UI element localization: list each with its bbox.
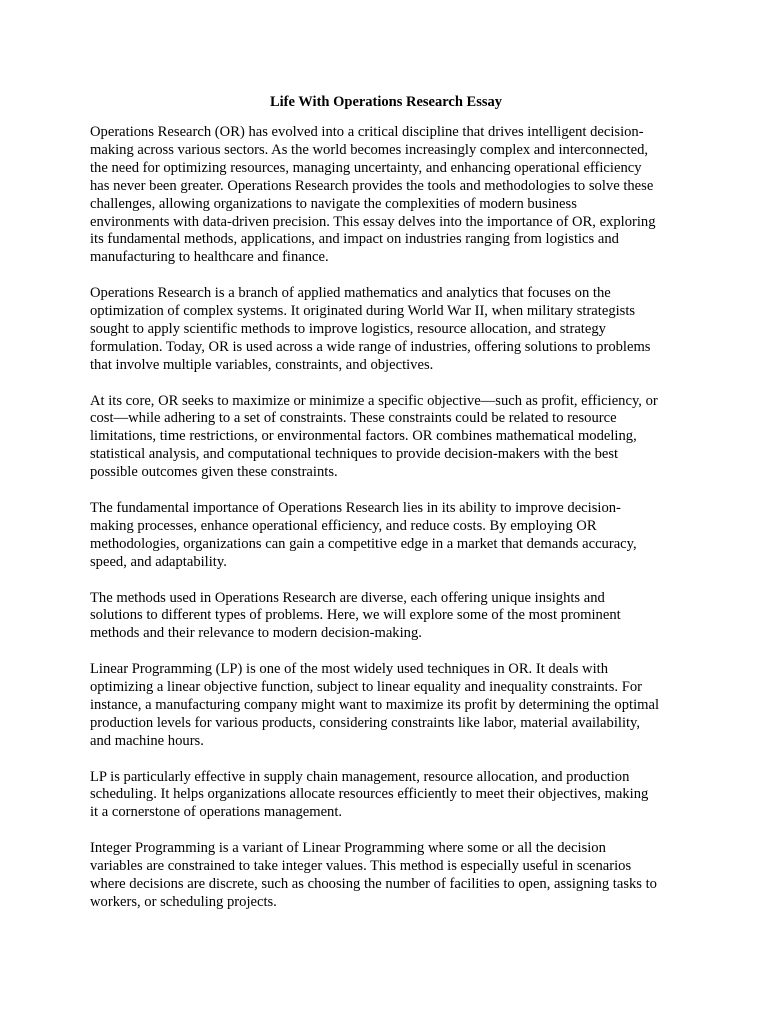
text-line: it a cornerstone of operations management. [90, 804, 343, 821]
text-line: sought to apply scientific methods to improve logistics, resource allocation, and strategy [90, 320, 606, 337]
text-line: optimizing a linear objective function, subject to linear equality and inequality constraints. For [90, 679, 642, 696]
paragraph [90, 769, 682, 823]
text-line: instance, a manufacturing company might want to maximize its profit by determining the optimal [90, 696, 660, 713]
text-line: challenges, allowing organizations to navigate the complexities of modern business [90, 195, 577, 212]
text-line: its fundamental methods, applications, and impact on industries ranging from logistics and [90, 231, 619, 248]
paragraph [90, 285, 682, 375]
paragraph [90, 500, 682, 572]
text-line: formulation. Today, OR is used across a wide range of industries, offering solutions to problems [90, 338, 651, 355]
text-line: has never been greater. Operations Research provides the tools and methodologies to solve these [90, 177, 654, 194]
text-line: where decisions are discrete, such as choosing the number of facilities to open, assigning tasks to [90, 875, 657, 892]
text-line: Integer Programming is a variant of Linear Programming where some or all the decision [90, 840, 606, 857]
text-line: possible outcomes given these constraints. [90, 464, 338, 481]
paragraph [90, 124, 682, 267]
text-line: variables are constrained to take integer values. This method is especially useful in scenarios [90, 858, 632, 875]
text-line: scheduling. It helps organizations allocate resources efficiently to meet their objectives, making [90, 786, 649, 803]
text-line: environments with data-driven precision. This essay delves into the importance of OR, exploring [90, 213, 656, 230]
text-line: methods and their relevance to modern decision-making. [90, 625, 422, 642]
text-line: The methods used in Operations Research are diverse, each offering unique insights and [90, 589, 605, 606]
paragraph [90, 393, 682, 483]
text-line: that involve multiple variables, constraints, and objectives. [90, 356, 434, 373]
text-line: manufacturing to healthcare and finance. [90, 249, 329, 266]
paragraph [90, 840, 682, 912]
paragraph [90, 661, 682, 751]
text-line: making processes, enhance operational efficiency, and reduce costs. By employing OR [90, 517, 597, 534]
document-page [90, 92, 682, 930]
text-line: optimization of complex systems. It originated during World War II, when military strategists [90, 303, 636, 320]
document-title: Life With Operations Research Essay [269, 94, 502, 110]
text-line: Operations Research is a branch of applied mathematics and analytics that focuses on the [90, 285, 611, 302]
text-line: methodologies, organizations can gain a competitive edge in a market that demands accuracy, [90, 535, 637, 552]
text-line: LP is particularly effective in supply chain management, resource allocation, and production [90, 768, 630, 785]
text-line: solutions to different types of problems. Here, we will explore some of the most prominent [90, 607, 621, 624]
text-line: speed, and adaptability. [90, 553, 227, 570]
text-line: making across various sectors. As the world becomes increasingly complex and interconnected, [90, 141, 649, 158]
text-line: cost—while adhering to a set of constraints. These constraints could be related to resource [90, 410, 617, 427]
text-line: the need for optimizing resources, managing uncertainty, and enhancing operational efficiency [90, 159, 642, 176]
paragraph [90, 590, 682, 644]
text-line: workers, or scheduling projects. [90, 893, 277, 910]
text-line: and machine hours. [90, 732, 204, 749]
text-line: limitations, time restrictions, or environmental factors. OR combines mathematical modeling, [90, 428, 637, 445]
text-line: statistical analysis, and computational techniques to provide decision-makers with the best [90, 446, 619, 463]
document-body [90, 124, 682, 912]
text-line: production levels for various products, considering constraints like labor, material availability, [90, 714, 641, 731]
text-line: Linear Programming (LP) is one of the most widely used techniques in OR. It deals with [90, 661, 608, 678]
text-line: At its core, OR seeks to maximize or minimize a specific objective—such as profit, efficiency, or [90, 392, 658, 409]
text-line: The fundamental importance of Operations Research lies in its ability to improve decision- [90, 499, 621, 516]
text-line: Operations Research (OR) has evolved into a critical discipline that drives intelligent decision- [90, 124, 644, 140]
